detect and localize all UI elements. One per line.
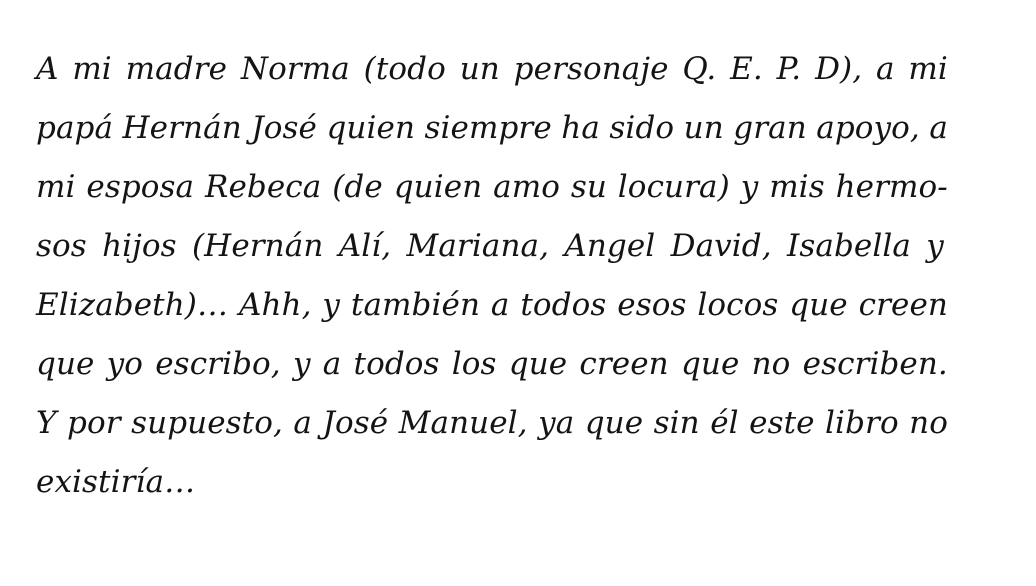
dedication-line-1-content xyxy=(36,40,948,99)
word: todos xyxy=(353,346,440,382)
word: apoyo, xyxy=(816,110,920,146)
word: mi xyxy=(72,51,112,87)
dedication-line-5 xyxy=(36,276,954,335)
word: Ahh, xyxy=(238,287,312,323)
word: escriben. xyxy=(802,346,948,382)
word: amo xyxy=(493,169,560,205)
word: locos xyxy=(697,287,779,323)
word: Q. xyxy=(682,51,717,87)
word: (de xyxy=(332,169,383,205)
word: hijos xyxy=(102,228,177,264)
word: E. xyxy=(730,51,763,87)
word: que xyxy=(584,405,644,441)
dedication-line-7-content xyxy=(36,394,948,453)
word: un xyxy=(459,51,500,87)
word: sos xyxy=(36,228,87,264)
word: y xyxy=(322,287,341,323)
word: supuesto, xyxy=(131,405,283,441)
word: mi xyxy=(908,51,948,87)
word: también xyxy=(350,287,481,323)
word: creen xyxy=(858,287,948,323)
dedication-line-2 xyxy=(36,99,954,158)
word: y xyxy=(740,169,759,205)
dedication-line-7 xyxy=(36,394,954,453)
dedication-line-2-content xyxy=(36,99,948,158)
word: Y xyxy=(36,405,57,441)
word: que xyxy=(508,346,568,382)
word: a xyxy=(929,110,948,146)
dedication-line-6 xyxy=(36,335,954,394)
dedication-line-8 xyxy=(36,453,954,512)
word: no xyxy=(909,405,948,441)
word: a xyxy=(322,346,342,382)
word: ha xyxy=(561,110,600,146)
word: sido xyxy=(609,110,675,146)
dedication-line-4 xyxy=(36,217,954,276)
word: mi xyxy=(36,169,76,205)
word: Hernán xyxy=(122,110,242,146)
word: creen xyxy=(579,346,669,382)
word: madre xyxy=(125,51,228,87)
word: esos xyxy=(617,287,687,323)
dedication-line-6-content xyxy=(36,335,948,394)
word: Mariana, xyxy=(406,228,550,264)
dedication-line-4-content xyxy=(36,217,944,276)
word: que xyxy=(680,346,740,382)
word: hermo- xyxy=(835,169,948,205)
word: quien xyxy=(326,110,416,146)
word: a xyxy=(293,405,312,441)
word: papá xyxy=(36,110,114,146)
word: José xyxy=(322,405,389,441)
word: P. xyxy=(776,51,802,87)
word: escribo, xyxy=(155,346,281,382)
word: José xyxy=(251,110,317,146)
dedication-line-1 xyxy=(36,40,954,99)
word: Angel xyxy=(564,228,656,264)
word: todos xyxy=(520,287,607,323)
word: a xyxy=(490,287,510,323)
dedication-line-5-content xyxy=(36,276,948,335)
word: esposa xyxy=(86,169,195,205)
word: Rebeca xyxy=(205,169,322,205)
word: que xyxy=(789,287,848,323)
word: A xyxy=(36,51,59,87)
dedication-line-3 xyxy=(36,158,954,217)
word: su xyxy=(570,169,607,205)
word: D), xyxy=(815,51,863,87)
dedication-text-block xyxy=(36,40,954,512)
word: los xyxy=(451,346,497,382)
word: por xyxy=(67,405,121,441)
word: personaje xyxy=(513,51,669,87)
word: a xyxy=(875,51,895,87)
word: sin xyxy=(653,405,700,441)
word: (Hernán xyxy=(191,228,324,264)
word: yo xyxy=(106,346,144,382)
word: siempre xyxy=(424,110,552,146)
word: (todo xyxy=(363,51,446,87)
word: ya xyxy=(538,405,575,441)
word: y xyxy=(292,346,311,382)
word: no xyxy=(751,346,791,382)
word: Elizabeth)… xyxy=(36,287,229,323)
word: locura) xyxy=(617,169,730,205)
dedication-line-8-content: existiría… xyxy=(36,464,196,500)
word: que xyxy=(36,346,95,382)
word: libro xyxy=(825,405,899,441)
word: este xyxy=(749,405,815,441)
word: Manuel, xyxy=(398,405,528,441)
word: un xyxy=(683,110,724,146)
word: gran xyxy=(733,110,807,146)
word: Alí, xyxy=(338,228,392,264)
dedication-line-3-content xyxy=(36,158,948,217)
word: Norma xyxy=(240,51,350,87)
word: quien xyxy=(393,169,483,205)
word: David, xyxy=(670,228,772,264)
word: mis xyxy=(769,169,825,205)
word: Isabella xyxy=(787,228,911,264)
word: él xyxy=(710,405,739,441)
word: y xyxy=(926,228,944,264)
